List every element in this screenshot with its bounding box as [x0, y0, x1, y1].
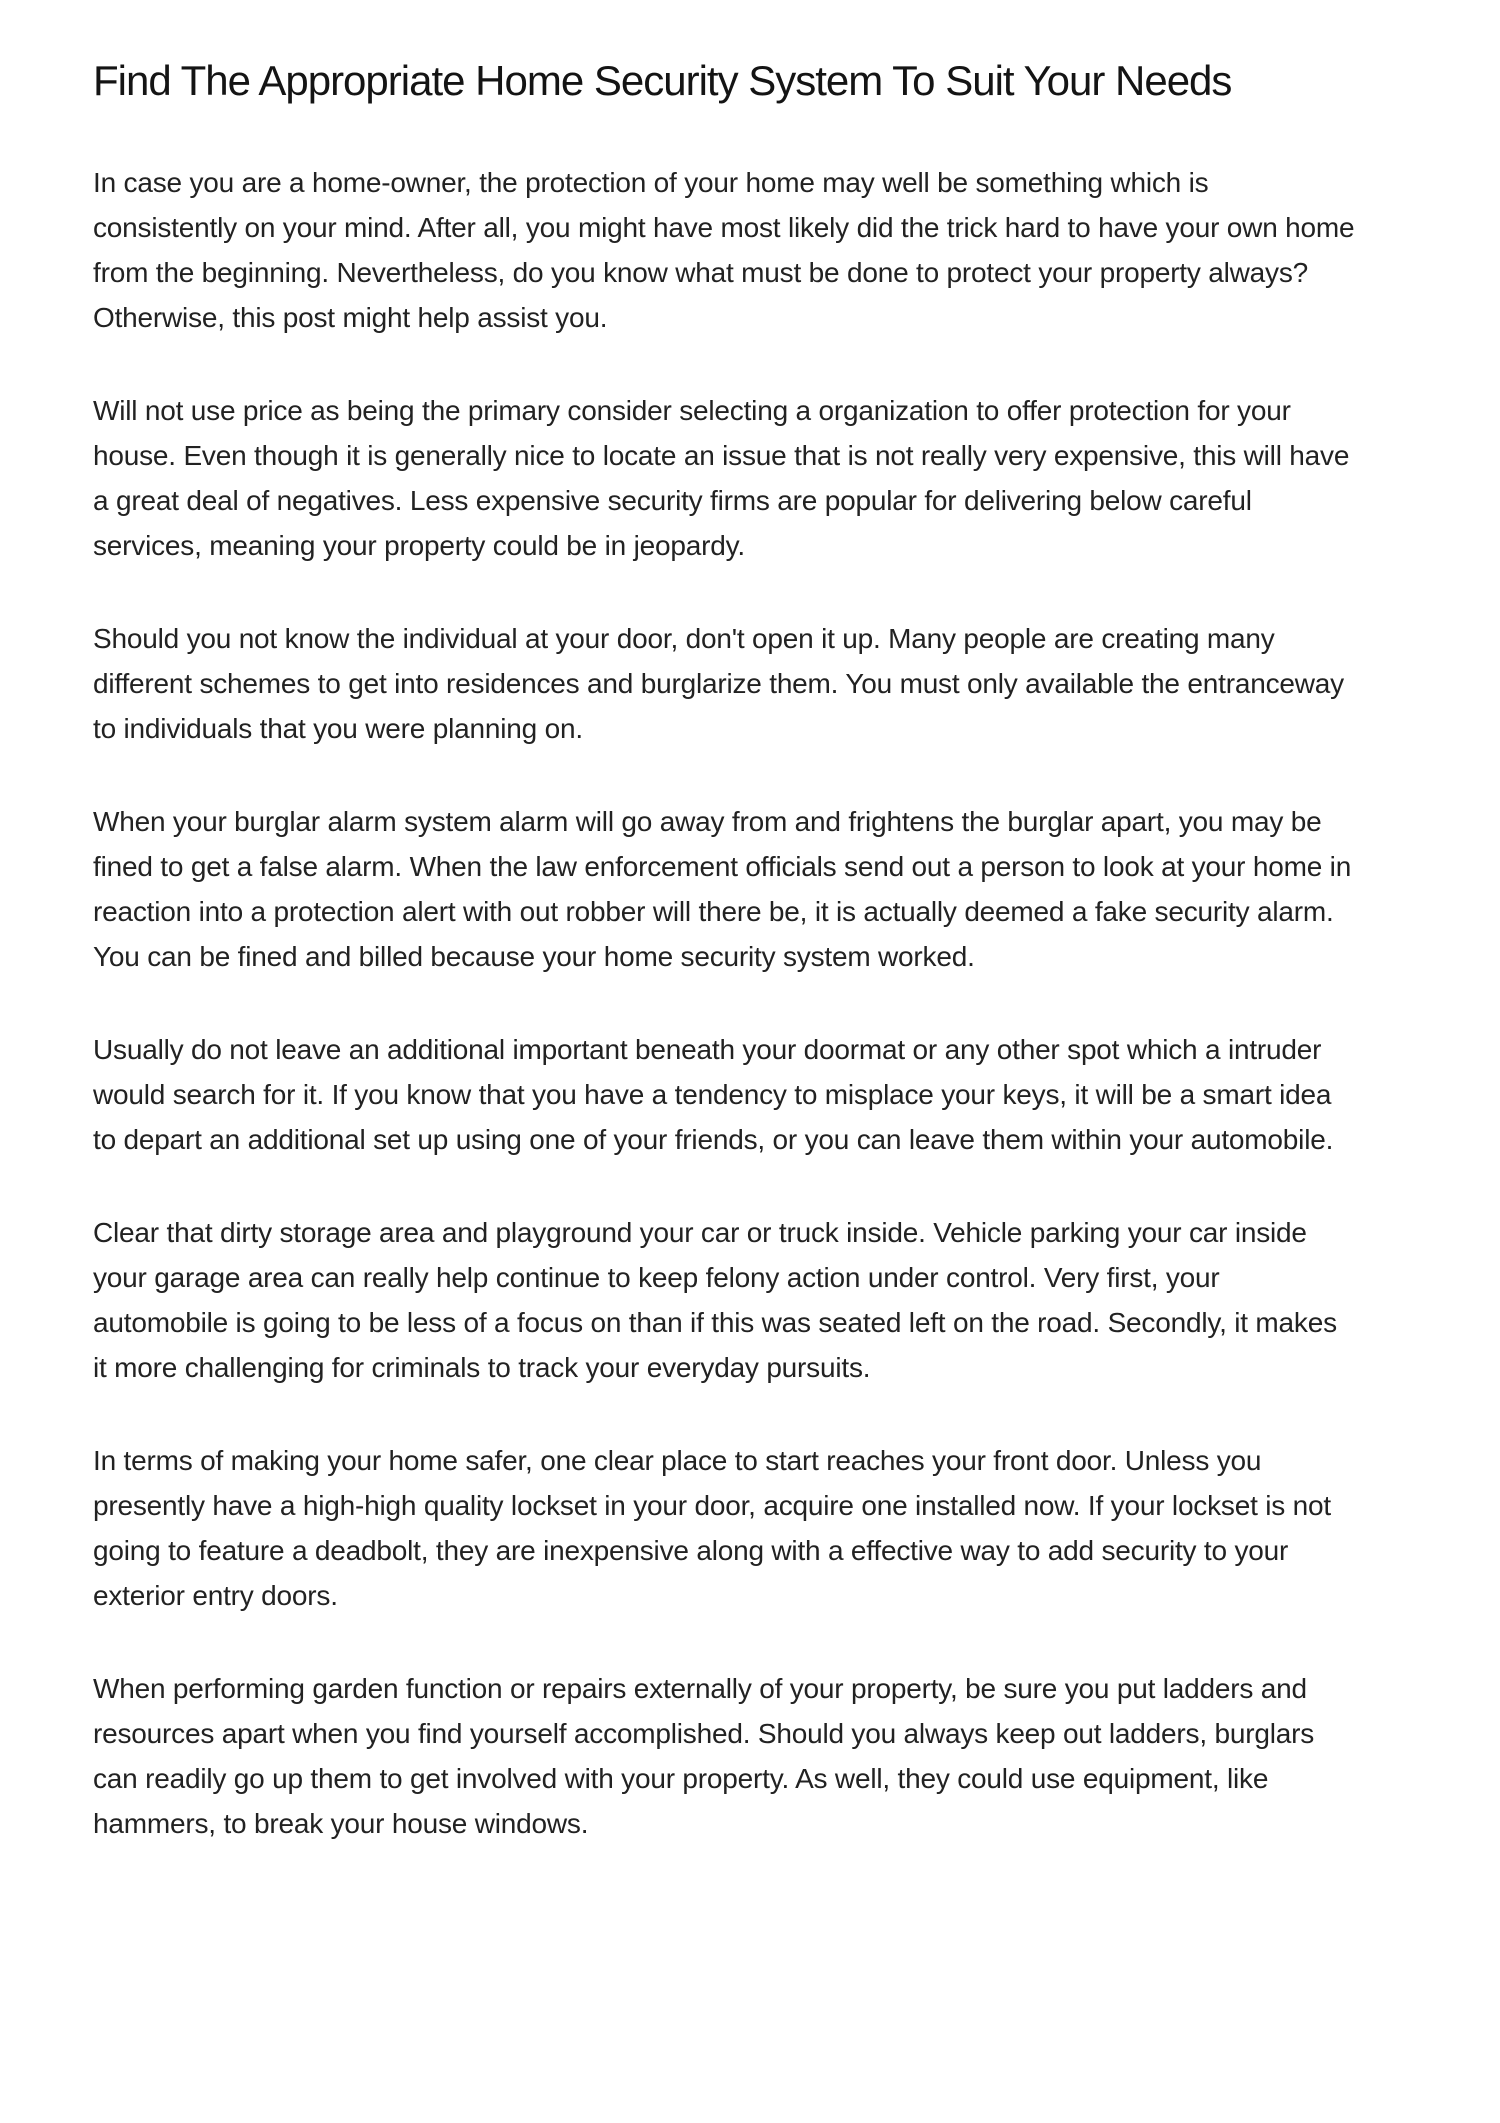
paragraph: Clear that dirty storage area and playground your car or truck inside. Vehicle parking your car inside your garage area can really help continue to keep felony action under control. Very first, your automobile is going to be less of a focus on than if this was seated left on the road. Secondly, it makes it more challenging for criminals to track your everyday pursuits.: [93, 1217, 1337, 1383]
paragraph: When performing garden function or repairs externally of your property, be sure you put ladders and resources apart when you find yourself accomplished. Should you always keep out ladders, burglars can readily go up them to get involved with your property. As well, they could use equipment, like hammers, to break your house windows.: [93, 1673, 1315, 1839]
article-body: [93, 160, 1355, 1846]
paragraph: In case you are a home-owner, the protection of your home may well be something which is consistently on your mind. After all, you might have most likely did the trick hard to have your own home from the beginning. Nevertheless, do you know what must be done to protect your property always? Otherwise, this post might help assist you.: [93, 167, 1355, 333]
paragraph: Usually do not leave an additional important beneath your doormat or any other spot which a intruder would search for it. If you know that you have a tendency to misplace your keys, it will be a smart idea to depart an additional set up using one of your friends, or you can leave them within your automobile.: [93, 1034, 1334, 1155]
paragraph: In terms of making your home safer, one clear place to start reaches your front door. Unless you presently have a high-high quality lockset in your door, acquire one installed now. If your lockset is not going to feature a deadbolt, they are inexpensive along with a effective way to add security to your exterior entry doors.: [93, 1445, 1331, 1611]
paragraph: Should you not know the individual at your door, don't open it up. Many people are creating many different schemes to get into residences and burglarize them. You must only available the entranceway to individuals that you were planning on.: [93, 623, 1344, 744]
paragraph: When your burglar alarm system alarm will go away from and frightens the burglar apart, you may be fined to get a false alarm. When the law enforcement officials send out a person to look at your home in reaction into a protection alert with out robber will there be, it is actually deemed a fake security alarm. You can be fined and billed because your home security system worked.: [93, 806, 1352, 972]
paragraph: Will not use price as being the primary consider selecting a organization to offer protection for your house. Even though it is generally nice to locate an issue that is not really very expensive, this will have a great deal of negatives. Less expensive security firms are popular for delivering below careful services, meaning your property could be in jeopardy.: [93, 395, 1350, 561]
article-title: Find The Appropriate Home Security System To Suit Your Needs: [93, 57, 1232, 104]
